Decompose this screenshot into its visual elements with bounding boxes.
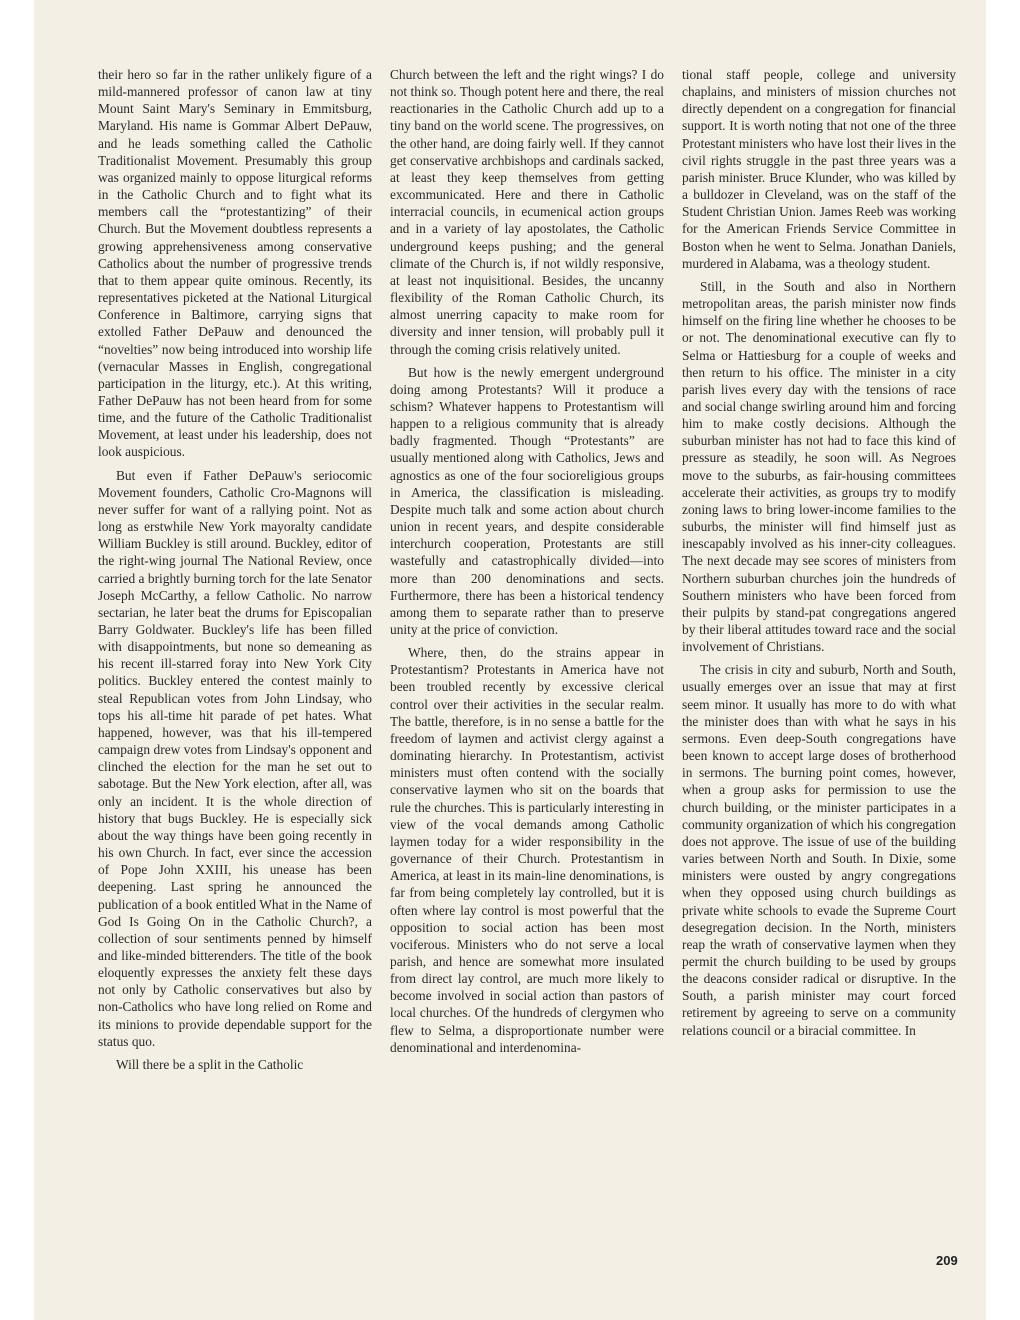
paragraph: But how is the newly emergent underground doing among Protestants? Will it produce a schism? Whatever happens to Protestantism will happen to a religious community that is already badly fragmented. Though “Protestants” are usually mentioned along with Catholics, Jews and agnostics as one of the four socioreligious groups in America, the classification is misleading. Despite much talk and some action about church union in recent years, and despite considerable interchurch cooperation, Protestants are still wastefully and catastrophically divided—into more than 200 denominations and sects. Furthermore, there has been a historical tendency among them to separate rather than to preserve unity at the price of conviction. xyxy=(390,364,664,637)
paragraph: Still, in the South and also in Northern metropolitan areas, the parish minister now finds himself on the firing line whether he chooses to be or not. The denominational executive can fly to Selma or Hattiesburg for a couple of weeks and then return to his office. The minister in a city parish lives every day with the tensions of race and social change swirling around him and forcing him to make costly decisions. Although the suburban minister has not had to face this kind of pressure as steadily, he soon will. As Negroes move to the suburbs, as fair-housing committees accelerate their activities, as groups try to modify zoning laws to bring lower-income families to the suburbs, the minister will find himself just as inescapably involved as his inner-city colleagues. The next decade may see scores of ministers from Northern suburban churches join the hundreds of Southern ministers who have been forced from their pulpits by stand-pat congregations angered by their liberal attitudes toward race and the social involvement of Christians. xyxy=(682,278,956,655)
paragraph: The crisis in city and suburb, North and South, usually emerges over an issue that may at first seem minor. It usually has more to do with what the minister does than with what he says in his sermons. Even deep-South congregations have been known to accept large doses of brotherhood in sermons. The burning point comes, however, when a group asks for permission to use the church building, or the minister participates in a community organization of which his congregation does not approve. The issue of use of the building varies between North and South. In Dixie, some ministers were ousted by angry congregations when they opposed using church buildings as private white schools to evade the Supreme Court desegregation decision. In the North, ministers reap the wrath of conservative laymen when they permit the church building to be used by groups the deacons consider radical or disruptive. In the South, a parish minister may court forced retirement by agreeing to serve on a community relations council or a biracial committee. In xyxy=(682,662,956,1038)
paragraph: their hero so far in the rather unlikely figure of a mild-mannered professor of canon law at tiny Mount Saint Mary's Seminary in Emmitsburg, Maryland. His name is Gommar Albert DePauw, and he leads something called the Catholic Traditionalist Movement. Presumably this group was organized mainly to oppose liturgical reforms in the Catholic Church and to fight what its members call the “protestantizing” of their Church. But the Movement doubtless represents a growing apprehensiveness among conservative Catholics about the number of progressive trends that to them appear quite ominous. Recently, its representatives picketed at the National Liturgical Conference in Baltimore, carrying signs that extolled Father DePauw and denounced the “novelties” now being introduced into worship life (vernacular Masses in English, congregational participation in the liturgy, etc.). At this writing, Father DePauw has not been heard from for some time, and the future of the Catholic Traditionalist Movement, at least under his leadership, does not look auspicious. xyxy=(98,67,372,460)
paragraph: tional staff people, college and university chaplains, and ministers of mission churches not directly dependent on a congregation for financial support. It is worth noting that not one of the three Protestant ministers who have lost their lives in the civil rights struggle in the past three years was a parish minister. Bruce Klunder, who was killed by a bulldozer in Cleveland, was on the staff of the Student Christian Union. James Reeb was working for the American Friends Service Committee in Boston when he went to Selma. Jonathan Daniels, murdered in Alabama, was a theology student. xyxy=(682,67,956,271)
text-column-2 xyxy=(390,66,664,1056)
page-number: 209 xyxy=(936,1253,958,1268)
paragraph: Will there be a split in the Catholic xyxy=(116,1056,304,1072)
paragraph: Church between the left and the right wings? I do not think so. Though potent here and there, the real reactionaries in the Catholic Church add up to a tiny band on the world scene. The progressives, on the other hand, are doing fairly well. If they cannot get conservative archbishops and cardinals sacked, at least they keep themselves from getting excommunicated. Here and there in Catholic interracial councils, in ecumenical action groups and in a variety of lay apostolates, the Catholic underground keeps pushing; and the general climate of the Church is, if not wildly responsive, at least not inquisitional. Besides, the uncanny flexibility of the Roman Catholic Church, its almost unerring capacity to make room for diversity and inner tension, will probably pull it through the coming crisis relatively united. xyxy=(390,67,664,357)
paragraph: But even if Father DePauw's seriocomic Movement founders, Catholic Cro-Magnons will never suffer for want of a rallying point. Not as long as erstwhile New York mayoralty candidate William Buckley is still around. Buckley, editor of the right-wing journal The National Review, once carried a brightly burning torch for the late Senator Joseph McCarthy, a fellow Catholic. No narrow sectarian, he later beat the drums for Episcopalian Barry Goldwater. Buckley's life has been filled with disappointments, but none so demeaning as his recent ill-starred foray into New York City politics. Buckley entered the contest mainly to steal Republican votes from John Lindsay, who tops his all-time hit parade of pet hates. What happened, however, was that his ill-tempered campaign drew votes from Lindsay's opponent and clinched the election for the man he set out to sabotage. But the New York election, after all, was only an incident. It is the whole direction of history that bugs Buckley. He is especially sick about the way things have been going recently in his own Church. In fact, ever since the accession of Pope John XXIII, his unease has been deepening. Last spring he announced the publication of a book entitled What in the Name of God Is Going On in the Catholic Church?, a collection of sour sentiments penned by himself and like-minded bitterenders. The title of the book eloquently expresses the anxiety felt these days not only by Catholic conservatives but also by non-Catholics who have long relied on Rome and its minions to provide dependable support for the status quo. xyxy=(98,467,372,1049)
paragraph: Where, then, do the strains appear in Protestantism? Protestants in America have not been troubled recently by excessive clerical control over their activities in the secular realm. The battle, therefore, is in no sense a battle for the freedom of laymen and activist clergy against a dominating hierarchy. In Protestantism, activist ministers must often contend with the socially conservative laymen who sit on the boards that rule the churches. This is particularly interesting in view of the vocal demands among Catholic laymen today for a wider responsibility in the governance of their Church. Protestantism in America, at least in its main-line denominations, is far from being completely lay controlled, but it is often where lay control is most powerful that the opposition to social action has been most vociferous. Ministers who do not serve a local parish, and hence are somewhat more insulated from direct lay control, are much more likely to become involved in social action than pastors of local churches. Of the hundreds of clergymen who flew to Selma, a disproportionate number were denominational and interdenomina- xyxy=(390,645,664,1055)
text-column-1 xyxy=(98,66,372,1073)
magazine-page xyxy=(34,0,986,1320)
text-column-3 xyxy=(682,66,956,1039)
